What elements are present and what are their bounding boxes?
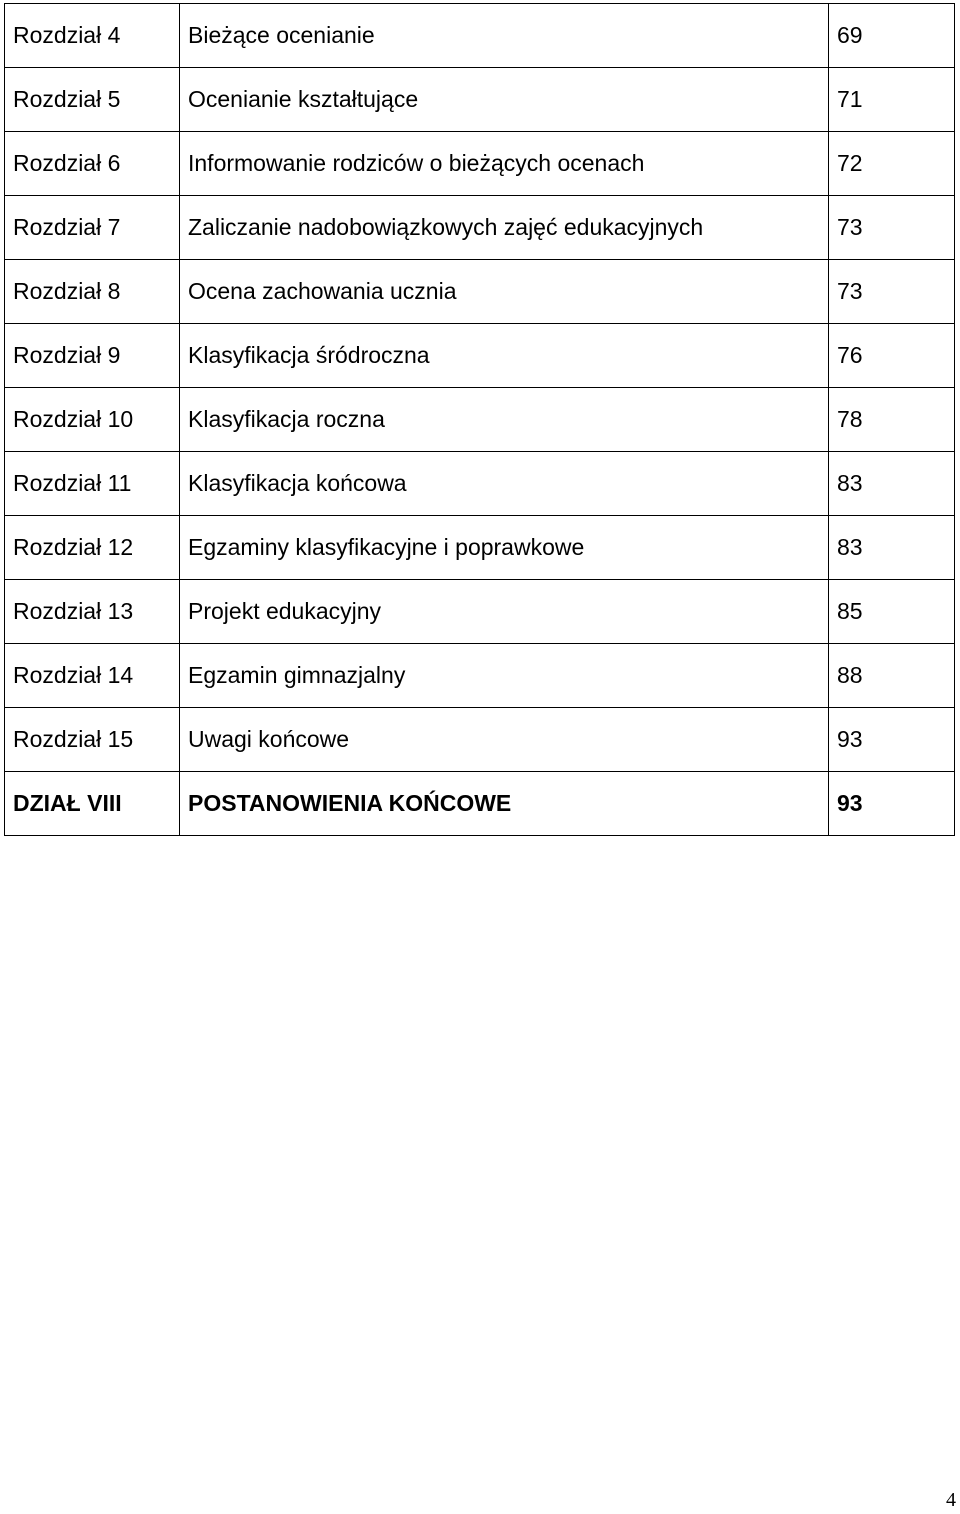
- toc-title-cell: Informowanie rodziców o bieżących ocenach: [180, 132, 829, 196]
- toc-chapter-cell: Rozdział 10: [5, 388, 180, 452]
- toc-page-cell: 76: [829, 324, 955, 388]
- toc-chapter-cell: Rozdział 7: [5, 196, 180, 260]
- toc-chapter-cell: Rozdział 12: [5, 516, 180, 580]
- toc-page-cell: 85: [829, 580, 955, 644]
- toc-chapter-cell: Rozdział 6: [5, 132, 180, 196]
- toc-title-cell: Zaliczanie nadobowiązkowych zajęć edukacyjnych: [180, 196, 829, 260]
- toc-title-cell: Klasyfikacja końcowa: [180, 452, 829, 516]
- toc-chapter-cell: Rozdział 11: [5, 452, 180, 516]
- toc-title-cell: Projekt edukacyjny: [180, 580, 829, 644]
- toc-row: [5, 324, 955, 388]
- toc-row: [5, 196, 955, 260]
- toc-page-cell: 78: [829, 388, 955, 452]
- toc-title-cell: Ocenianie kształtujące: [180, 68, 829, 132]
- toc-page-cell: 73: [829, 196, 955, 260]
- toc-page-cell: 71: [829, 68, 955, 132]
- toc-chapter-cell: Rozdział 15: [5, 708, 180, 772]
- toc-row: [5, 132, 955, 196]
- toc-row: [5, 452, 955, 516]
- toc-chapter-cell: Rozdział 13: [5, 580, 180, 644]
- toc-chapter-cell: Rozdział 14: [5, 644, 180, 708]
- toc-page-cell: 88: [829, 644, 955, 708]
- toc-page-cell: 83: [829, 452, 955, 516]
- toc-row: [5, 260, 955, 324]
- toc-chapter-cell: DZIAŁ VIII: [5, 772, 180, 836]
- toc-row: [5, 708, 955, 772]
- toc-page-cell: 73: [829, 260, 955, 324]
- toc-page-cell: 69: [829, 4, 955, 68]
- toc-row: [5, 4, 955, 68]
- toc-row: [5, 516, 955, 580]
- page-number: 4: [946, 1489, 956, 1511]
- toc-chapter-cell: Rozdział 5: [5, 68, 180, 132]
- toc-page-cell: 93: [829, 708, 955, 772]
- toc-row: [5, 68, 955, 132]
- toc-title-cell: Bieżące ocenianie: [180, 4, 829, 68]
- toc-page-cell: 93: [829, 772, 955, 836]
- toc-chapter-cell: Rozdział 4: [5, 4, 180, 68]
- toc-section-row: [5, 772, 955, 836]
- toc-title-cell: Ocena zachowania ucznia: [180, 260, 829, 324]
- toc-title-cell: Klasyfikacja śródroczna: [180, 324, 829, 388]
- table-of-contents: [4, 3, 955, 836]
- toc-row: [5, 644, 955, 708]
- toc-chapter-cell: Rozdział 9: [5, 324, 180, 388]
- toc-body: [5, 4, 955, 836]
- toc-row: [5, 580, 955, 644]
- toc-title-cell: Klasyfikacja roczna: [180, 388, 829, 452]
- toc-title-cell: POSTANOWIENIA KOŃCOWE: [180, 772, 829, 836]
- toc-title-cell: Egzaminy klasyfikacyjne i poprawkowe: [180, 516, 829, 580]
- toc-title-cell: Uwagi końcowe: [180, 708, 829, 772]
- toc-page-cell: 83: [829, 516, 955, 580]
- toc-row: [5, 388, 955, 452]
- toc-title-cell: Egzamin gimnazjalny: [180, 644, 829, 708]
- toc-chapter-cell: Rozdział 8: [5, 260, 180, 324]
- toc-page-cell: 72: [829, 132, 955, 196]
